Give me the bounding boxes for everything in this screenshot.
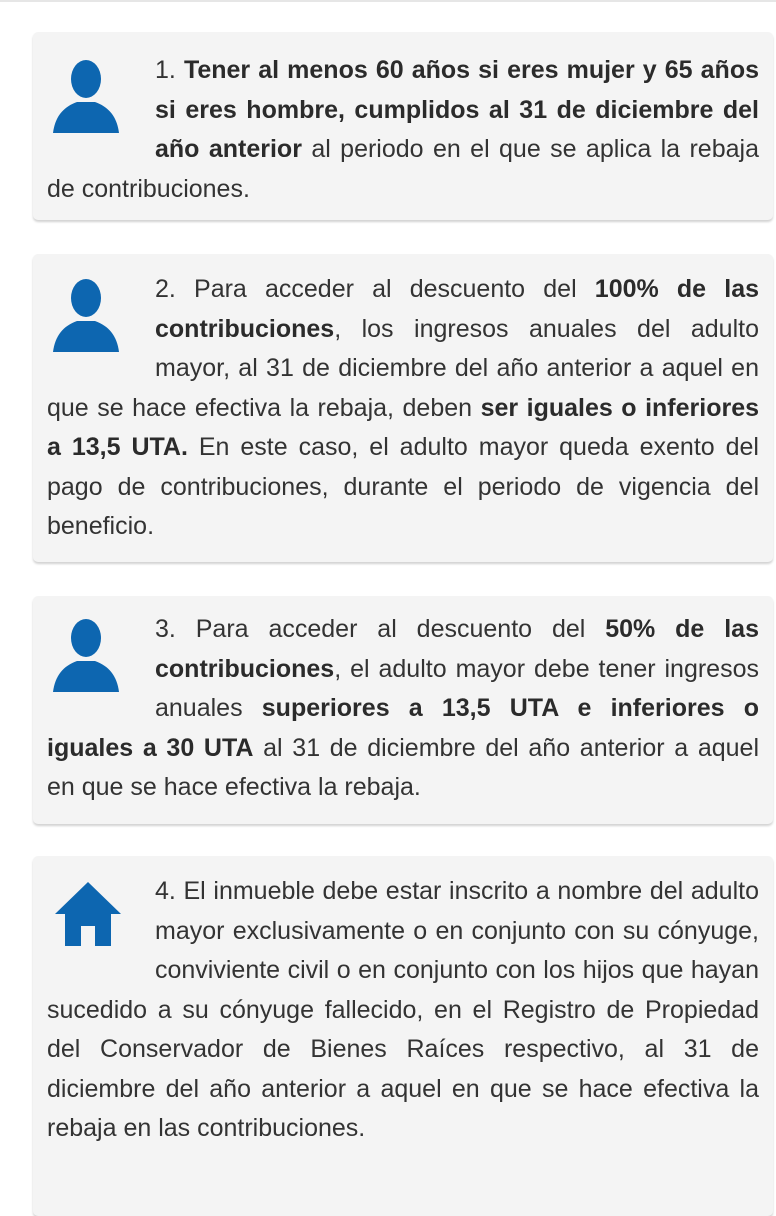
person-icon [47, 270, 155, 388]
person-icon [47, 51, 155, 169]
house-icon [47, 872, 155, 990]
requirement-card-1 [33, 32, 773, 220]
top-divider [0, 0, 776, 2]
requirement-text-1: 1. Tener al menos 60 años si eres mujer y 65 años si eres hombre, cumplidos al 31 de diciembre del año anterior al periodo en el que se aplica la rebaja de contribuciones. [47, 51, 759, 209]
requirement-card-4 [33, 856, 773, 1216]
requirement-text-4: 4. El inmueble debe estar inscrito a nombre del adulto mayor exclusivamente o en conjunto con su cónyuge, conviviente civil o en conjunto con los hijos que hayan sucedido a su cónyuge fallecido, en el Registro de Propiedad del Conservador de Bienes Raíces respectivo, al 31 de diciembre del año anterior a aquel en que se hace efectiva la rebaja en las contribuciones. [47, 872, 759, 1149]
person-icon [47, 610, 155, 728]
requirement-text-3: 3. Para acceder al descuento del 50% de las contribuciones, el adulto mayor debe tener ingresos anuales superiores a 13,5 UTA e inferiores o iguales a 30 UTA al 31 de diciembre del año anterior a aquel en que se hace efectiva la rebaja. [47, 610, 759, 808]
requirement-card-2 [33, 254, 773, 562]
requirement-text-2: 2. Para acceder al descuento del 100% de las contribuciones, los ingresos anuales del adulto mayor, al 31 de diciembre del año anterior a aquel en que se hace efectiva la rebaja, deben ser iguales o inferiores a 13,5 UTA. En este caso, el adulto mayor queda exento del pago de contribuciones, durante el periodo de vigencia del beneficio. [47, 270, 759, 547]
requirement-card-3 [33, 596, 773, 824]
